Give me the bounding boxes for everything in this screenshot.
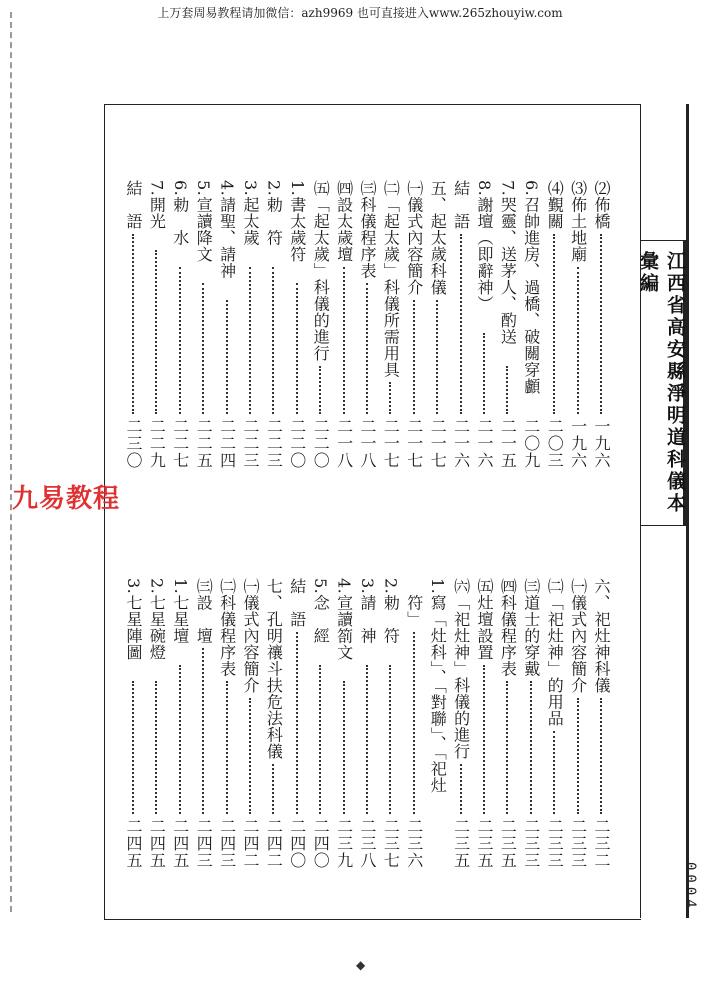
page-number: 二二〇 — [311, 418, 331, 469]
toc-entry: 2.勅 符 — [381, 578, 401, 644]
leader-dots — [249, 698, 253, 815]
page-number: 二四五 — [124, 818, 143, 869]
page-number: 二二〇 — [287, 418, 307, 469]
toc-entry: ㈢科儀程序表 — [358, 180, 377, 279]
toc-entry: 七、孔明禳斗扶危法科儀 — [264, 578, 284, 760]
page-number: 二三五 — [451, 818, 471, 869]
page-number: 二三三 — [568, 818, 588, 869]
page-number: 二四二 — [241, 818, 260, 869]
page-number: 二二九 — [147, 418, 167, 469]
leader-dots — [296, 283, 300, 414]
page-number: 二四二 — [264, 818, 284, 869]
page-number: 二一七 — [428, 418, 448, 469]
page-number: 二〇九 — [521, 418, 541, 469]
toc-entry: 結 語 — [287, 578, 307, 628]
leader-dots — [506, 681, 510, 814]
toc-entry: ⑶佈土地廟 — [568, 180, 588, 263]
toc-entry: ㈣設太歲壇 — [334, 180, 354, 263]
leader-dots — [226, 681, 230, 814]
toc-entry: 3.請 神 — [358, 578, 377, 644]
page-number: 二〇三 — [545, 418, 565, 469]
toc-entry: ㈥「祀灶神」科儀的進行 — [451, 578, 471, 760]
toc-entry: 4.宣讀箚文 — [334, 578, 354, 661]
leader-dots — [343, 267, 347, 415]
leader-dots — [577, 267, 581, 415]
leader-dots — [226, 300, 230, 415]
leader-dots — [506, 366, 510, 415]
leader-dots — [202, 648, 206, 814]
leader-dots — [413, 632, 417, 815]
leader-dots — [272, 764, 276, 815]
page-number: 二四〇 — [311, 818, 331, 869]
toc-entry: 5.念 經 — [311, 578, 331, 644]
leader-dots — [530, 681, 534, 814]
page-number: 二一五 — [498, 418, 518, 469]
page-number: 二一六 — [451, 418, 471, 469]
toc-entry: 4.請聖、請神 — [217, 180, 237, 279]
toc-entry: ㈠儀式內容簡介 — [241, 578, 260, 694]
toc-entry: ㈢道士的穿戴 — [521, 578, 541, 677]
page-number: 二一七 — [404, 418, 424, 469]
ornament-icon: ◆ — [356, 958, 366, 972]
leader-dots — [249, 267, 253, 415]
leader-dots — [553, 731, 557, 815]
leader-dots — [553, 234, 557, 415]
toc-entry: 五、起太歲科儀 — [428, 180, 448, 296]
page-number: 二四〇 — [287, 818, 307, 869]
toc-entry: ㈠儀式內容簡介 — [568, 578, 588, 694]
title-box — [637, 240, 686, 526]
leader-dots — [600, 698, 604, 815]
page-number: 二二五 — [194, 418, 214, 469]
leader-dots — [366, 283, 370, 414]
page-number: 二三五 — [498, 818, 518, 869]
page-number: 二三三 — [545, 818, 565, 869]
leader-dots — [366, 665, 370, 815]
page-number: 二一六 — [475, 418, 494, 469]
page-number: 二三七 — [381, 818, 401, 869]
toc-entry: ⑵佈橋 — [592, 180, 611, 230]
toc-entry: 6.勅 水 — [170, 180, 190, 246]
binding-edge — [10, 12, 18, 912]
page-number: 二一七 — [381, 418, 401, 469]
page-number: 二三二 — [592, 818, 611, 869]
page-number: 二三六 — [404, 818, 424, 869]
leader-dots — [413, 300, 417, 415]
toc-entry: ⑷覲關 — [545, 180, 565, 230]
toc-entry: ㈢設 壇 — [194, 578, 214, 644]
leader-dots — [132, 234, 136, 415]
toc-entry: ㈡「祀灶神」的用品 — [545, 578, 565, 727]
leader-dots — [577, 698, 581, 815]
toc-entry: 3.起太歲 — [241, 180, 260, 246]
page-number: 二二四 — [217, 418, 237, 469]
folio-number: 0004 — [682, 862, 698, 912]
leader-dots — [319, 665, 323, 815]
toc-entry: 結 語 — [451, 180, 471, 230]
toc-entry: 8.謝壇（即辭神） — [475, 180, 494, 312]
leader-dots — [460, 764, 464, 815]
page-number: 二三九 — [334, 818, 354, 869]
page-number: 二一八 — [334, 418, 354, 469]
page-number: 二四五 — [147, 818, 167, 869]
page-number: 二二三 — [241, 418, 260, 469]
page-number: 二一八 — [358, 418, 377, 469]
leader-dots — [483, 333, 487, 415]
toc-entry: 3.七星陣圖 — [124, 578, 143, 661]
leader-dots — [179, 267, 183, 415]
toc-entry: ㈠儀式內容簡介 — [404, 180, 424, 296]
page-number: 二四三 — [194, 818, 214, 869]
toc-entry: ㈤灶壇設置 — [475, 578, 494, 661]
leader-dots — [319, 366, 323, 415]
leader-dots — [132, 681, 136, 814]
toc-entry: 5.宣讀降文 — [194, 180, 214, 263]
page-number: 二三五 — [475, 818, 494, 869]
leader-dots — [483, 665, 487, 815]
leader-dots — [296, 632, 300, 815]
toc-entry: ㈡科儀程序表 — [217, 578, 237, 677]
leader-dots — [155, 681, 159, 814]
toc-entry: 1.七星壇 — [170, 578, 190, 644]
leader-dots — [460, 234, 464, 415]
toc-entry: 7.開光 — [147, 180, 167, 230]
toc-entry: 1.寫「灶科」、「對聯」、「祀灶 — [428, 578, 448, 794]
toc-entry: ㈤「起太歲」科儀的進行 — [311, 180, 331, 362]
page-number: 一九六 — [592, 418, 611, 469]
leader-dots — [600, 234, 604, 415]
page-number: 一九六 — [568, 418, 588, 469]
leader-dots — [202, 283, 206, 414]
leader-dots — [155, 250, 159, 414]
toc-entry: 1.書太歲符 — [287, 180, 307, 263]
toc-entry: 2.勅 符 — [264, 180, 284, 246]
page-number: 二三〇 — [124, 418, 143, 469]
leader-dots — [389, 665, 393, 815]
leader-dots — [389, 382, 393, 414]
watermark-logo: 九易教程 — [12, 484, 121, 514]
leader-dots — [343, 681, 347, 814]
toc-entry: ㈣科儀程序表 — [498, 578, 518, 677]
toc-entry: 符」 — [404, 578, 424, 628]
toc-entry: 6.召帥進房、過橋、破關穿顱 — [521, 180, 541, 395]
page-number: 二二七 — [170, 418, 190, 469]
toc-entry: 7.哭靈、送茅人、酌送 — [498, 180, 518, 345]
page-number: 二二三 — [264, 418, 284, 469]
toc-entry: 結 語 — [124, 180, 143, 230]
banner-text: 上万套周易教程请加微信：azh9969 也可直接进入www.265zhouyiw.com — [157, 6, 563, 20]
page-number: 二四五 — [170, 818, 190, 869]
toc-entry: 2.七星碗燈 — [147, 578, 167, 661]
page-number: 二三八 — [358, 818, 377, 869]
leader-dots — [179, 665, 183, 815]
book-title: 江西省高安縣淨明道科儀本彙編 — [637, 251, 686, 515]
toc-entry: ㈡「起太歲」科儀所需用具 — [381, 180, 401, 378]
leader-dots — [436, 300, 440, 415]
page-number: 二四三 — [217, 818, 237, 869]
page-number: 二三三 — [521, 818, 541, 869]
toc-entry: 六、祀灶神科儀 — [592, 578, 611, 694]
leader-dots — [272, 267, 276, 415]
